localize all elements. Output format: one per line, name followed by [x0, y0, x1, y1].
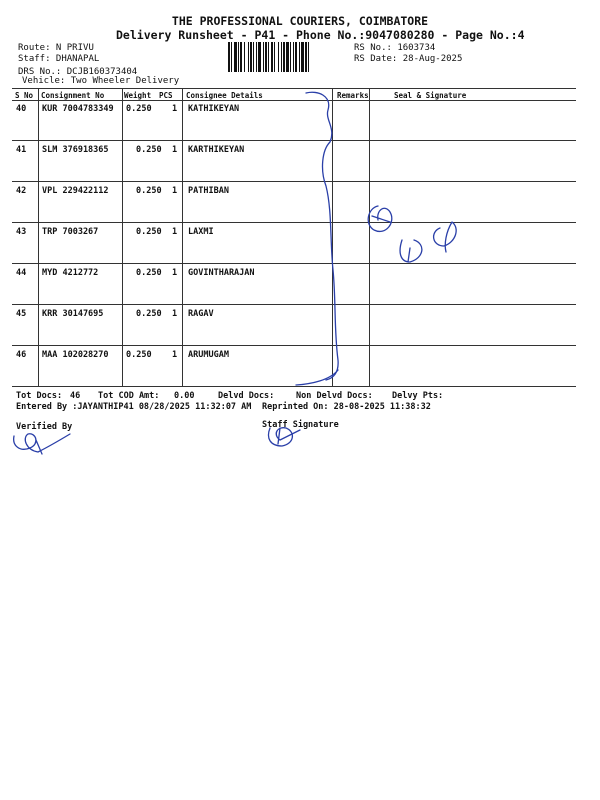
pcs-cell: 1 — [172, 227, 178, 237]
delvd-docs-label: Delvd Docs: — [218, 391, 275, 401]
consignee-cell: LAXMI — [188, 227, 214, 237]
column-header: S No — [15, 91, 34, 100]
consignment-cell: MYD 4212772 — [42, 268, 99, 278]
runsheet-title: Delivery Runsheet - P41 - Phone No.:9047080280 - Page No.:4 — [116, 28, 525, 42]
tot-docs-label: Tot Docs: — [16, 391, 63, 401]
verified-by-label: Verified By — [16, 422, 73, 432]
consignee-cell: RAGAV — [188, 309, 214, 319]
barcode-bar — [268, 42, 269, 72]
drs-number: DRS No.: DCJB160373404 — [18, 67, 138, 77]
row-rule — [12, 222, 576, 223]
barcode-bar — [290, 42, 291, 72]
consignment-cell: KUR 7004783349 — [42, 104, 114, 114]
entered-by: Entered By :JAYANTHIP41 08/28/2025 11:32:07 AM — [16, 402, 252, 412]
table-row — [0, 104, 600, 118]
pcs-cell: 1 — [172, 268, 178, 278]
consignment-cell: KRR 30147695 — [42, 309, 104, 319]
pcs-cell: 1 — [172, 309, 178, 319]
table-row — [0, 309, 600, 323]
consignment-cell: TRP 7003267 — [42, 227, 99, 237]
sno-cell: 40 — [16, 104, 27, 114]
sno-cell: 42 — [16, 186, 27, 196]
delvy-pts-label: Delvy Pts: — [392, 391, 444, 401]
row-rule — [12, 181, 576, 182]
column-header: Consignment No — [41, 91, 105, 100]
consignee-cell: PATHIBAN — [188, 186, 229, 196]
barcode-bar — [244, 42, 245, 72]
column-header: PCS — [159, 91, 173, 100]
consignee-cell: ARUMUGAM — [188, 350, 229, 360]
barcode-bar — [263, 42, 264, 72]
staff-signature-scrawl — [269, 428, 301, 446]
weight-cell: 0.250 — [126, 350, 152, 360]
barcode-bar — [281, 42, 282, 72]
margin-signature-2 — [400, 240, 422, 262]
barcode-bar — [274, 42, 275, 72]
consignment-cell: MAA 102028270 — [42, 350, 109, 360]
pcs-cell: 1 — [172, 350, 178, 360]
tot-docs-value: 46 — [70, 391, 81, 401]
rs-date: RS Date: 28-Aug-2025 — [354, 54, 463, 64]
table-row — [0, 350, 600, 364]
barcode-bar — [253, 42, 254, 72]
consignee-cell: GOVINTHARAJAN — [188, 268, 255, 278]
tot-cod-label: Tot COD Amt: — [98, 391, 160, 401]
weight-cell: 0.250 — [126, 104, 152, 114]
weight-cell: 0.250 — [136, 186, 162, 196]
barcode-bar — [250, 42, 252, 72]
sno-cell: 45 — [16, 309, 27, 319]
barcode-bar — [305, 42, 307, 72]
row-rule — [12, 140, 576, 141]
verified-signature — [14, 434, 70, 454]
barcode-bar — [293, 42, 294, 72]
tot-cod-value: 0.00 — [174, 391, 195, 401]
consignment-cell: VPL 229422112 — [42, 186, 109, 196]
barcode-bar — [295, 42, 297, 72]
reprinted-on: Reprinted On: 28-08-2025 11:38:32 — [262, 402, 431, 412]
sno-cell: 41 — [16, 145, 27, 155]
barcode-bar — [301, 42, 304, 72]
row-rule — [12, 263, 576, 264]
row-rule — [12, 304, 576, 305]
barcode-bar — [240, 42, 242, 72]
column-header: Weight — [124, 91, 152, 100]
sno-cell: 44 — [16, 268, 27, 278]
staff-text: Staff: DHANAPAL — [18, 54, 100, 64]
weight-cell: 0.250 — [136, 227, 162, 237]
barcode-bar — [256, 42, 257, 72]
sno-cell: 46 — [16, 350, 27, 360]
barcode-bar — [283, 42, 285, 72]
consignee-cell: KATHIKEYAN — [188, 104, 240, 114]
barcode-bar — [238, 42, 239, 72]
barcode — [228, 42, 350, 72]
pcs-cell: 1 — [172, 186, 178, 196]
pcs-cell: 1 — [172, 145, 178, 155]
company-title: THE PROFESSIONAL COURIERS, COIMBATORE — [171, 14, 429, 28]
staff-signature-label: Staff Signature — [262, 420, 339, 430]
barcode-bar — [265, 42, 267, 72]
barcode-bar — [278, 42, 279, 72]
consignment-cell: SLM 376918365 — [42, 145, 109, 155]
barcode-bar — [286, 42, 289, 72]
barcode-bar — [308, 42, 309, 72]
route-text: Route: N PRIVU — [18, 43, 94, 53]
non-delvd-docs-label: Non Delvd Docs: — [296, 391, 373, 401]
column-header: Consignee Details — [186, 91, 263, 100]
table-row — [0, 227, 600, 241]
rs-number: RS No.: 1603734 — [354, 43, 436, 53]
barcode-bar — [299, 42, 300, 72]
table-header-rule — [12, 100, 576, 101]
barcode-bar — [271, 42, 273, 72]
pcs-cell: 1 — [172, 104, 178, 114]
table-top-rule — [12, 88, 576, 89]
table-row — [0, 145, 600, 159]
table-row — [0, 268, 600, 282]
barcode-bar — [248, 42, 249, 72]
weight-cell: 0.250 — [136, 145, 162, 155]
weight-cell: 0.250 — [136, 309, 162, 319]
barcode-bar — [231, 42, 232, 72]
barcode-bar — [258, 42, 261, 72]
vehicle-text: Vehicle: Two Wheeler Delivery — [22, 76, 180, 86]
barcode-bar — [228, 42, 230, 72]
barcode-bar — [234, 42, 237, 72]
column-header: Seal & Signature — [394, 91, 467, 100]
weight-cell: 0.250 — [136, 268, 162, 278]
column-header: Remarks — [337, 91, 369, 100]
table-row — [0, 186, 600, 200]
sno-cell: 43 — [16, 227, 27, 237]
table-bottom-rule — [12, 386, 576, 387]
row-rule — [12, 345, 576, 346]
consignee-cell: KARTHIKEYAN — [188, 145, 245, 155]
